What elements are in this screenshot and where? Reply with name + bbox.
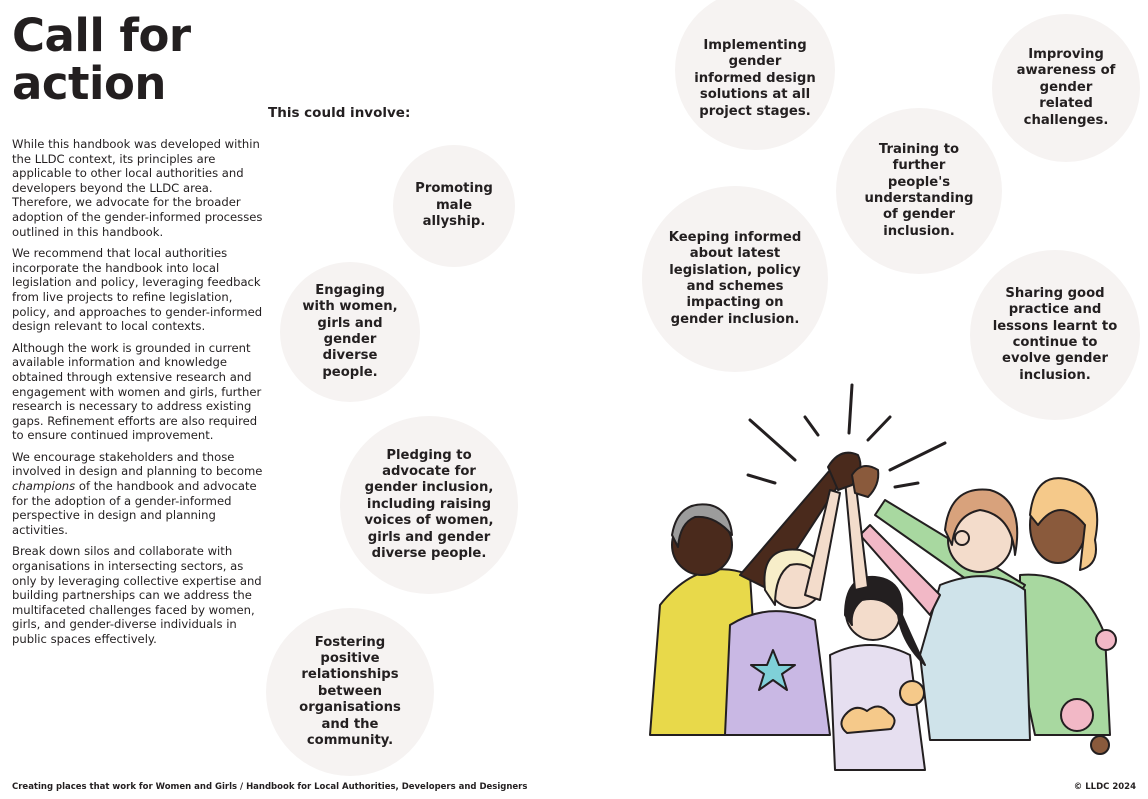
circle-training: [836, 108, 1002, 274]
circle-pledging: [340, 416, 518, 594]
subtitle: This could involve:: [268, 105, 411, 121]
footer-copyright: © LLDC 2024: [1073, 782, 1136, 792]
paragraph-4-emphasis: champions: [12, 479, 76, 494]
person-5-hand: [1091, 736, 1109, 754]
title-line-2: action: [12, 57, 166, 110]
circle-improving-text: Improving awareness of gender related challenges.: [1016, 46, 1116, 128]
circle-promoting-text: Promoting male allyship.: [415, 181, 493, 230]
circle-keeping: [642, 186, 828, 372]
circle-engaging-text: Engaging with women, girls and gender diverse people.: [302, 282, 398, 380]
person-5-patch-2: [1096, 630, 1116, 650]
footer-caption: Creating places that work for Women and Girls / Handbook for Local Authorities, Developers and Designers: [12, 782, 528, 792]
paragraph-2: We recommend that local authorities incorporate the handbook into local legislation and policy, leveraging feedback from live projects to refine legislation, policy, and approaches to gender-informed design relevant to local contexts.: [12, 246, 263, 334]
circle-keeping-text: Keeping informed about latest legislation, policy and schemes impacting on gender inclusion.: [668, 229, 802, 327]
hand-2: [852, 466, 878, 497]
title-line-1: Call for: [12, 9, 191, 62]
circle-promoting: [393, 145, 515, 267]
paragraph-4: [12, 450, 268, 538]
person-3-patch-2: [900, 681, 924, 705]
person-5-patch-1: [1061, 699, 1093, 731]
high-five-group-illustration: [640, 375, 1130, 785]
circle-engaging: [280, 262, 420, 402]
circle-implementing: [675, 0, 835, 150]
circle-training-text: Training to further people's understanding of gender inclusion.: [864, 141, 974, 239]
circle-implementing-text: Implementing gender informed design solutions at all project stages.: [694, 37, 816, 119]
circle-fostering-text: Fostering positive relationships between organisations and the community.: [299, 634, 401, 749]
person-3-patch: [841, 706, 894, 733]
paragraph-4-start: We encourage stakeholders and those involved in design and planning to become: [12, 449, 263, 479]
circle-sharing-text: Sharing good practice and lessons learnt to continue to evolve gender inclusion.: [992, 285, 1118, 383]
circle-improving: [992, 14, 1140, 162]
circle-fostering: [266, 608, 434, 776]
paragraph-4-end: of the handbook and advocate for the adoption of a gender-informed perspective in design and planning activities.: [12, 479, 257, 537]
paragraph-5: Break down silos and collaborate with organisations in intersecting sectors, as only by leveraging collective expertise and building partnerships can we address the multifaceted challenges faced by women, girls, and gender-diverse individuals in public spaces effectively.: [12, 544, 262, 646]
page-title: [12, 9, 272, 110]
paragraph-3: Although the work is grounded in current available information and knowledge obtained through extensive research and engagement with women and girls, further research is necessary to address existing gaps. Refinement efforts are also required to ensure continued improvement.: [12, 340, 262, 443]
body-text: [12, 137, 268, 654]
circle-pledging-text: Pledging to advocate for gender inclusion, including raising voices of women, girls and gender diverse people.: [364, 447, 494, 562]
paragraph-1: While this handbook was developed within the LLDC context, its principles are applicable to other local authorities and developers beyond the LLDC area. Therefore, we advocate for the broader adoption of the gender-informed processes outlined in this handbook.: [12, 137, 263, 239]
